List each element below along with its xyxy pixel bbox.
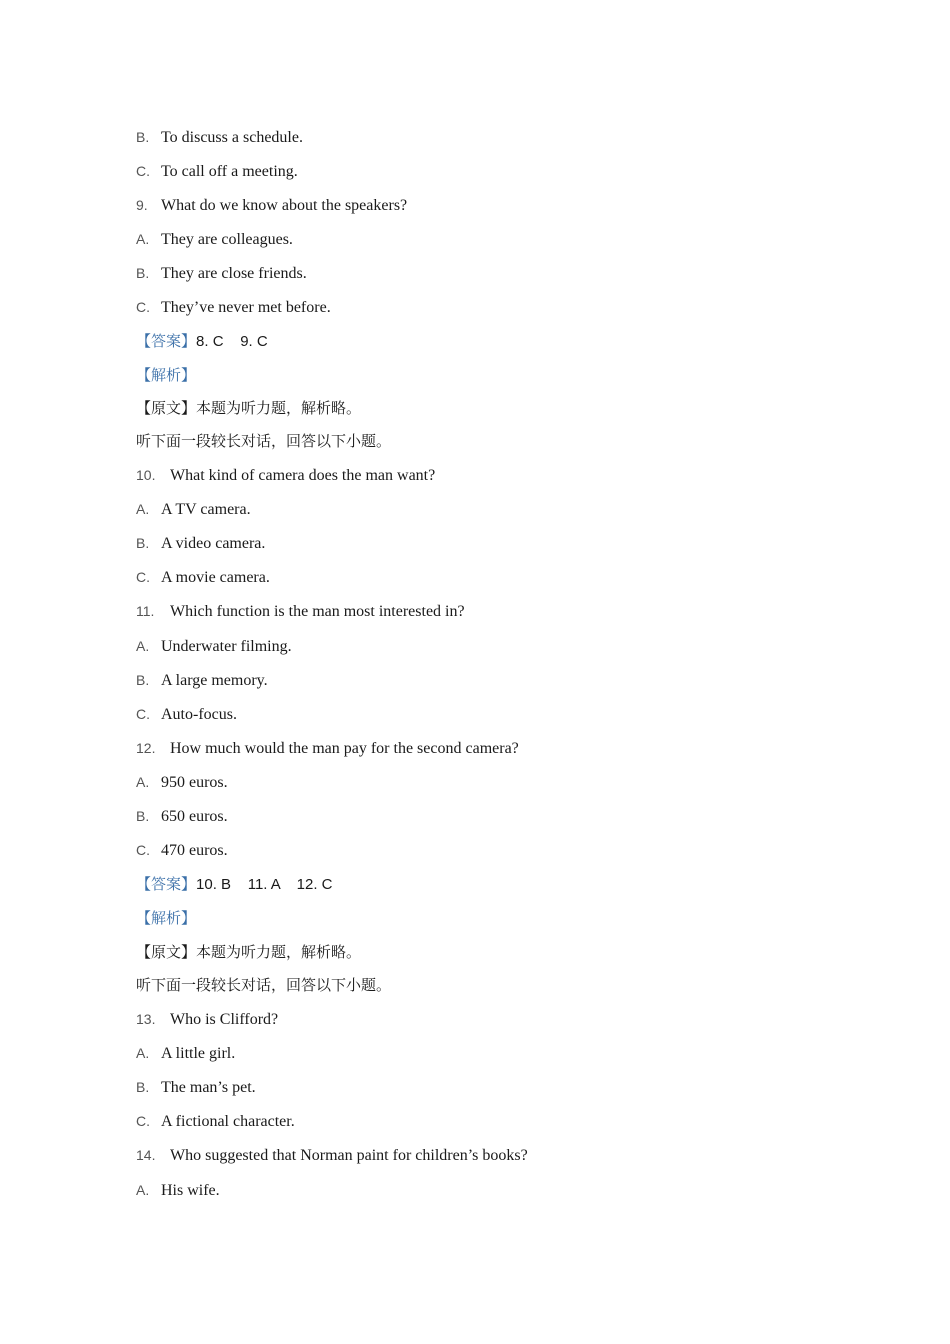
section-instruction: [136, 431, 391, 452]
source-note: [136, 398, 361, 419]
option-text: To call off a meeting.: [161, 163, 298, 180]
question-number: 14.: [136, 1147, 156, 1163]
answer-label: 【答案】: [136, 332, 197, 350]
option-line: [136, 636, 292, 657]
option-marker: C.: [136, 706, 150, 722]
option-marker: A.: [136, 501, 150, 517]
question-line: [136, 601, 465, 622]
answer-line: [136, 874, 333, 895]
option-line: [136, 670, 268, 691]
option-text: A movie camera.: [161, 569, 270, 586]
option-line: [136, 263, 307, 284]
option-line: [136, 772, 228, 793]
option-text: The man’s pet.: [161, 1079, 256, 1096]
question-number: 10.: [136, 467, 156, 483]
option-line: [136, 704, 237, 725]
option-marker: B.: [136, 808, 150, 824]
section-instruction-text: 听下面一段较长对话，回答以下小题。: [136, 432, 392, 450]
analysis-label: 【解析】: [136, 366, 197, 384]
option-marker: C.: [136, 163, 150, 179]
question-number: 13.: [136, 1011, 156, 1027]
analysis-label: 【解析】: [136, 909, 197, 927]
analysis-line: [136, 365, 196, 386]
question-text: Which function is the man most interested in?: [170, 603, 465, 620]
option-text: A little girl.: [161, 1045, 236, 1062]
option-line: [136, 840, 228, 861]
question-line: [136, 1145, 528, 1166]
option-marker: B.: [136, 672, 150, 688]
option-line: [136, 229, 293, 250]
option-line: [136, 499, 251, 520]
option-text: A large memory.: [161, 672, 268, 689]
option-text: They are colleagues.: [161, 231, 293, 248]
option-marker: A.: [136, 231, 150, 247]
option-marker: C.: [136, 569, 150, 585]
option-marker: A.: [136, 774, 150, 790]
option-text: 650 euros.: [161, 808, 228, 825]
option-line: [136, 567, 270, 588]
question-text: What do we know about the speakers?: [161, 197, 408, 214]
option-line: [136, 1180, 220, 1201]
option-text: Underwater filming.: [161, 638, 292, 655]
option-marker: B.: [136, 265, 150, 281]
option-line: [136, 1043, 235, 1064]
option-marker: B.: [136, 1079, 150, 1095]
question-text: What kind of camera does the man want?: [170, 467, 436, 484]
option-line: [136, 533, 265, 554]
question-line: [136, 195, 407, 216]
option-line: [136, 297, 331, 318]
option-text: They’ve never met before.: [161, 299, 331, 316]
option-marker: A.: [136, 1182, 150, 1198]
option-text: A fictional character.: [161, 1113, 295, 1130]
option-line: [136, 1111, 295, 1132]
question-line: [136, 1009, 278, 1030]
question-line: [136, 465, 435, 486]
option-marker: C.: [136, 299, 150, 315]
question-number: 12.: [136, 740, 156, 756]
option-text: 470 euros.: [161, 842, 228, 859]
answer-line: [136, 331, 268, 352]
section-instruction-text: 听下面一段较长对话，回答以下小题。: [136, 976, 392, 994]
option-marker: A.: [136, 638, 150, 654]
option-text: A video camera.: [161, 535, 266, 552]
option-text: Auto-focus.: [161, 706, 237, 723]
option-marker: C.: [136, 1113, 150, 1129]
option-text: 950 euros.: [161, 774, 228, 791]
question-number: 9.: [136, 197, 148, 213]
option-marker: C.: [136, 842, 150, 858]
option-marker: B.: [136, 129, 150, 145]
question-number: 11.: [136, 603, 155, 619]
analysis-line: [136, 908, 196, 929]
source-note-text: 【原文】本题为听力题，解析略。: [136, 399, 362, 417]
question-text: How much would the man pay for the second camera?: [170, 740, 519, 757]
option-marker: B.: [136, 535, 150, 551]
answer-text: 10. B 11. A 12. C: [196, 876, 333, 893]
source-note-text: 【原文】本题为听力题，解析略。: [136, 943, 362, 961]
option-line: [136, 806, 228, 827]
option-text: They are close friends.: [161, 265, 307, 282]
option-line: [136, 127, 303, 148]
question-text: Who suggested that Norman paint for children’s books?: [170, 1147, 528, 1164]
option-text: His wife.: [161, 1182, 220, 1199]
section-instruction: [136, 975, 391, 996]
option-line: [136, 161, 298, 182]
option-marker: A.: [136, 1045, 150, 1061]
option-text: To discuss a schedule.: [161, 129, 303, 146]
option-line: [136, 1077, 256, 1098]
question-line: [136, 738, 519, 759]
option-text: A TV camera.: [161, 501, 251, 518]
answer-text: 8. C 9. C: [196, 333, 268, 350]
answer-label: 【答案】: [136, 875, 197, 893]
source-note: [136, 942, 361, 963]
question-text: Who is Clifford?: [170, 1011, 279, 1028]
